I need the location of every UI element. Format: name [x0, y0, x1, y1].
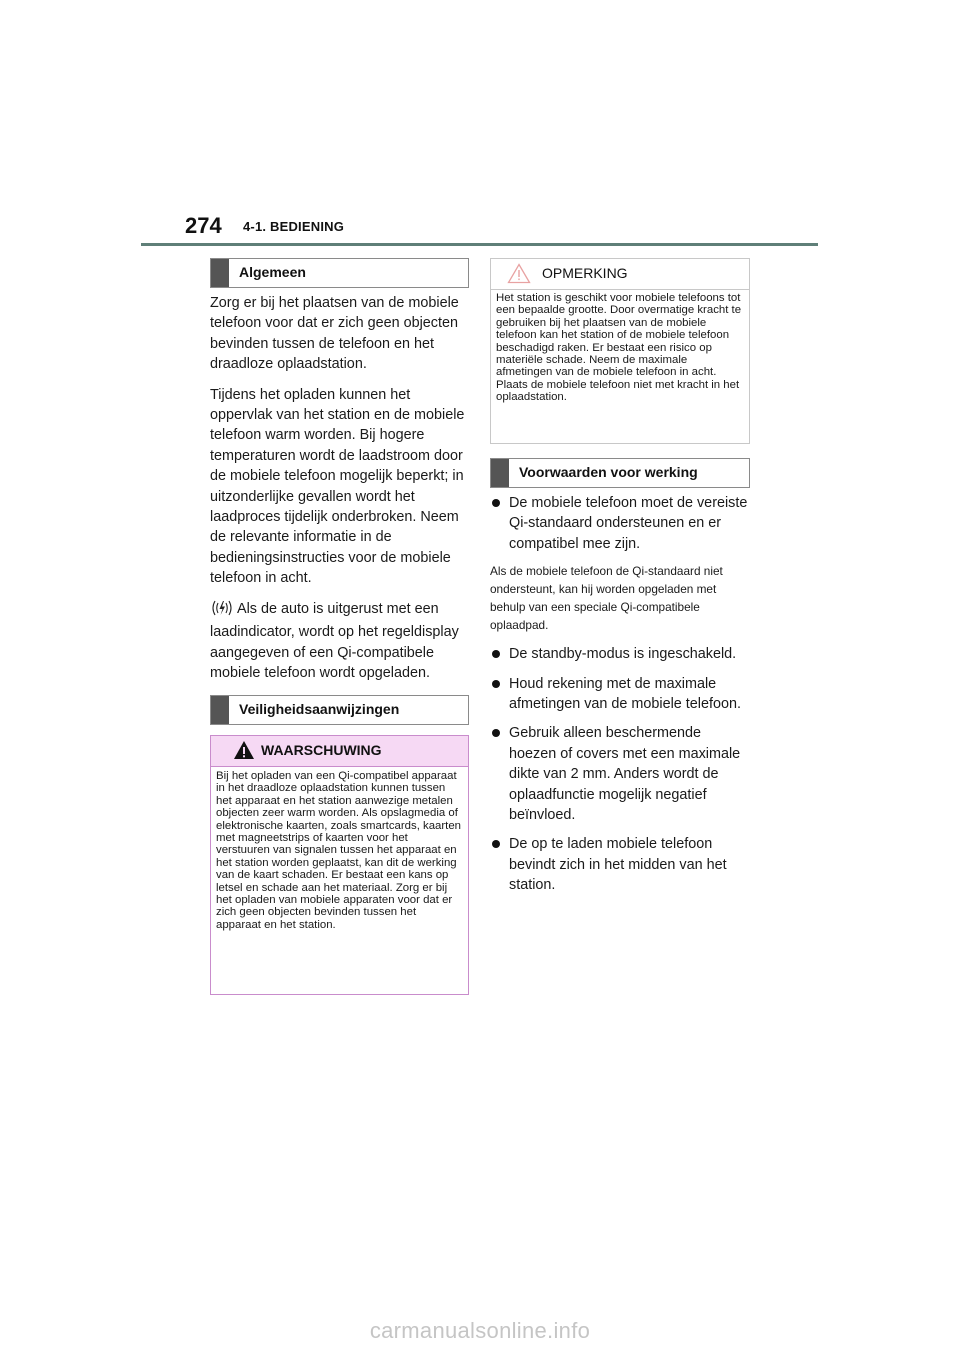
list-item-text: Gebruik alleen beschermende hoezen of covers met een maximale dikte van 2 mm. Anders wordt de oplaadfunctie mogelijk negatief beïnvloed. [509, 725, 741, 824]
list-item [490, 723, 750, 825]
warning-label: WAARSCHUWING [261, 742, 382, 758]
header-divider [141, 243, 818, 246]
section-title: Voorwaarden voor werking [519, 464, 698, 480]
section-header-voorwaarden [490, 458, 750, 488]
note-box [490, 258, 750, 444]
note-label: OPMERKING [542, 265, 628, 281]
section-marker [211, 696, 229, 724]
section-marker [211, 259, 229, 287]
wireless-charging-icon [210, 600, 234, 622]
section-title: Algemeen [239, 264, 306, 280]
chapter-title: 4-1. BEDIENING [243, 219, 345, 234]
section-title: Veiligheidsaanwijzingen [239, 701, 400, 717]
page-number: 274 [185, 213, 222, 238]
warning-icon [233, 740, 255, 760]
left-body [210, 293, 468, 683]
warning-header [211, 736, 468, 767]
list-item-text: Houd rekening met de maximale afmetingen van de mobiele telefoon. [509, 675, 742, 713]
list-item-text: De mobiele telefoon moet de vereiste Qi-standaard ondersteunen en er compatibel mee zijn. [509, 495, 748, 552]
paragraph-placement: Zorg er bij het plaatsen van de mobiele telefoon voor dat er zich geen objecten bevinden tussen de telefoon en het draadloze oplaadstation. [210, 295, 459, 373]
section-header-veiligheid [210, 695, 469, 725]
list-item [490, 834, 750, 895]
section-header-algemeen [210, 258, 469, 288]
bullet-icon [492, 729, 500, 737]
note-header [491, 259, 749, 290]
list-item [490, 674, 750, 715]
paragraph-indicator-text: Als de auto is uitgerust met een laadindicator, wordt op het regeldisplay aangegeven of een Qi-compatibele mobiele telefoon wordt opgeladen. [210, 600, 459, 681]
caution-icon [507, 263, 531, 284]
bullet-icon [492, 499, 500, 507]
paragraph-heat: Tijdens het opladen kunnen het oppervlak van het station en de mobiele telefoon warm worden. Bij hogere temperaturen wordt de laadstroom door de mobiele telefoon mogelijk beperkt; in uitzonderlijke gevallen wordt het laadproces tijdelijk onderbroken. Neem de relevante informatie in de bedieningsinstructies voor de mobiele telefoon in acht. [210, 386, 465, 587]
note-text: Het station is geschikt voor mobiele telefoons tot een bepaalde grootte. Door overmatige kracht te gebruiken bij het plaatsen van de mobiele telefoon kan het station of de mobiele telefoon beschadigd raken. Er bestaat een risico op materiële schade. Neem de maximale afmetingen van de mobiele telefoon in acht. Plaats de mobiele telefoon niet met kracht in het oplaadstation. [496, 292, 742, 404]
right-body [490, 493, 750, 896]
list-item-text: De standby-modus is ingeschakeld. [509, 646, 737, 663]
bullet-icon [492, 680, 500, 688]
warning-box [210, 735, 469, 995]
paragraph-indicator [210, 599, 468, 684]
bullet-icon [492, 840, 500, 848]
watermark: carmanualsonline.info [369, 1318, 591, 1343]
warning-text: Bij het opladen van een Qi-compatibel apparaat in het draadloze oplaadstation kunnen tussen het apparaat en het station aanwezige metalen objecten zeer warm worden. Als opslagmedia of elektronische kaarten, zoals smartcards, kaarten met magneetstrips of kaarten voor het verstuuren van signalen tussen het apparaat en het station worden geplaatst, kan dit de werking van de kaart schaden. Er bestaat een kans op letsel en schade aan het materiaal. Zorg er bij het opladen van mobiele apparaten voor dat er zich geen objecten bevinden tussen het apparaat en het station. [216, 770, 462, 931]
small-note: Als de mobiele telefoon de Qi-standaard niet ondersteunt, kan hij worden opgeladen met behulp van een speciale Qi-compatibele oplaadpad. [490, 564, 723, 633]
list-item [490, 644, 750, 664]
section-marker [491, 459, 509, 487]
bullet-icon [492, 650, 500, 658]
list-item [490, 493, 750, 554]
list-item-text: De op te laden mobiele telefoon bevindt zich in het midden van het station. [509, 836, 727, 894]
